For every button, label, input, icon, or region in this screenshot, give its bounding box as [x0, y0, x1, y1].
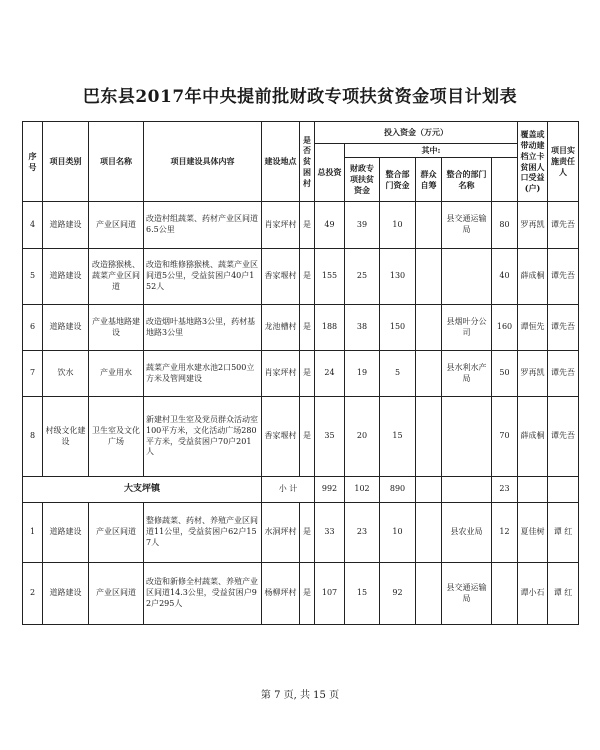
- cell-integrated: 150: [380, 305, 416, 351]
- cell-dept: 县农业局: [442, 503, 492, 563]
- cell-fiscal: 15: [345, 563, 380, 625]
- cell-seq: 6: [23, 305, 43, 351]
- header-seq: 序号: [23, 122, 43, 202]
- header-integrated-fund: 整合部门资金: [380, 158, 416, 202]
- cell-integrated: 15: [380, 397, 416, 477]
- cell-location: 肖家坪村: [262, 351, 300, 397]
- cell-seq: 2: [23, 563, 43, 625]
- cell-poor: 是: [300, 563, 315, 625]
- table-row: [23, 397, 579, 477]
- cell-seq: 7: [23, 351, 43, 397]
- header-name: 项目名称: [89, 122, 144, 202]
- cell-integrated: 5: [380, 351, 416, 397]
- cell-beneficiaries: 50: [492, 351, 518, 397]
- cell-total: 188: [315, 305, 345, 351]
- cell-name: 产业基地路建设: [89, 305, 144, 351]
- cell-content: 整修蔬菜、药材、养殖产业区间道11公里，受益贫困户62户157人: [144, 503, 262, 563]
- header-fiscal-fund: 财政专项扶贫资金: [345, 158, 380, 202]
- cell-fiscal: 38: [345, 305, 380, 351]
- header-content: 项目建设具体内容: [144, 122, 262, 202]
- cell-total: 24: [315, 351, 345, 397]
- cell-seq: 1: [23, 503, 43, 563]
- cell-location: 杨柳坪村: [262, 563, 300, 625]
- cell-poor: 是: [300, 305, 315, 351]
- cell-self-raised: [416, 397, 442, 477]
- town-name: 大支坪镇: [23, 477, 262, 503]
- cell-category: 道路建设: [43, 305, 89, 351]
- cell-poor: 是: [300, 351, 315, 397]
- cell-name: 改造猕猴桃、蔬菜产业区间道: [89, 249, 144, 305]
- page-footer: 第 7 页, 共 15 页: [260, 690, 340, 701]
- cell-total: 49: [315, 202, 345, 249]
- plan-table: [22, 121, 579, 625]
- table-row: [23, 351, 579, 397]
- cell-name: 产业区间道: [89, 202, 144, 249]
- cell-dept: 县交通运输局: [442, 563, 492, 625]
- header-category: 项目类别: [43, 122, 89, 202]
- cell-fiscal: 39: [345, 202, 380, 249]
- cell-impl: 夏佳树: [518, 503, 548, 563]
- cell-seq: 8: [23, 397, 43, 477]
- subtotal-row: [23, 477, 579, 503]
- cell-fiscal: 23: [345, 503, 380, 563]
- cell-fiscal: 20: [345, 397, 380, 477]
- subtotal-supervisor: [548, 477, 579, 503]
- header-location: 建设地点: [262, 122, 300, 202]
- cell-content: 新建村卫生室及党员群众活动室100平方米，文化活动广场280平方米，受益贫困户70户201人: [144, 397, 262, 477]
- header-impl-person: 项目实施责任人: [548, 122, 579, 202]
- table-row: [23, 305, 579, 351]
- cell-beneficiaries: 160: [492, 305, 518, 351]
- cell-beneficiaries: 40: [492, 249, 518, 305]
- page-title: 巴东县2017年中央提前批财政专项扶贫资金项目计划表: [82, 87, 518, 107]
- subtotal-impl: [518, 477, 548, 503]
- cell-supervisor: 谭先吾: [548, 305, 579, 351]
- cell-beneficiaries: [492, 563, 518, 625]
- cell-supervisor: 谭 红: [548, 563, 579, 625]
- cell-content: 改造烟叶基地路3公里，药材基地路3公里: [144, 305, 262, 351]
- cell-category: 村级文化建设: [43, 397, 89, 477]
- table-row: [23, 563, 579, 625]
- cell-beneficiaries: 12: [492, 503, 518, 563]
- cell-location: 香家堰村: [262, 249, 300, 305]
- cell-content: 改造和新修全村蔬菜、养殖产业区间道14.3公里，受益贫困户92户295人: [144, 563, 262, 625]
- cell-name: 卫生室及文化广场: [89, 397, 144, 477]
- cell-impl: 薛成桐: [518, 249, 548, 305]
- cell-beneficiaries: 70: [492, 397, 518, 477]
- cell-poor: 是: [300, 397, 315, 477]
- cell-self-raised: [416, 249, 442, 305]
- cell-content: 改造和维修猕猴桃、蔬菜产业区间道5公里，受益贫困户40户152人: [144, 249, 262, 305]
- header-investment: 投入资金（万元）: [315, 122, 518, 144]
- table-row: [23, 202, 579, 249]
- cell-integrated: 10: [380, 202, 416, 249]
- cell-impl: 薛成桐: [518, 397, 548, 477]
- cell-poor: 是: [300, 249, 315, 305]
- subtotal-beneficiaries: 23: [492, 477, 518, 503]
- cell-supervisor: 谭先吾: [548, 351, 579, 397]
- cell-impl: 罗再凯: [518, 202, 548, 249]
- cell-total: 35: [315, 397, 345, 477]
- subtotal-total: 992: [315, 477, 345, 503]
- cell-name: 产业用水: [89, 351, 144, 397]
- cell-supervisor: 谭先吾: [548, 202, 579, 249]
- subtotal-self-raised: [416, 477, 442, 503]
- cell-location: 肖家坪村: [262, 202, 300, 249]
- header-of-which: 其中:: [345, 144, 518, 158]
- header-integrating-dept: 整合的部门名称: [442, 158, 492, 202]
- cell-content: 改造村组蔬菜、药材产业区间道6.5公里: [144, 202, 262, 249]
- cell-integrated: 10: [380, 503, 416, 563]
- cell-location: 水洞坪村: [262, 503, 300, 563]
- cell-category: 道路建设: [43, 563, 89, 625]
- cell-self-raised: [416, 305, 442, 351]
- cell-supervisor: 谭 红: [548, 503, 579, 563]
- cell-total: 155: [315, 249, 345, 305]
- header-is-poor-village: 是否贫困村: [300, 122, 315, 202]
- cell-self-raised: [416, 202, 442, 249]
- cell-dept: 县烟叶分公司: [442, 305, 492, 351]
- cell-name: 产业区间道: [89, 563, 144, 625]
- subtotal-integrated: 890: [380, 477, 416, 503]
- subtotal-label: 小 计: [262, 477, 315, 503]
- cell-dept: 县水利水产局: [442, 351, 492, 397]
- cell-beneficiaries: 80: [492, 202, 518, 249]
- header-self-raised: 群众自筹: [416, 158, 442, 202]
- cell-self-raised: [416, 351, 442, 397]
- header-total: 总投资: [315, 144, 345, 202]
- cell-dept: [442, 397, 492, 477]
- table-row: [23, 503, 579, 563]
- cell-seq: 4: [23, 202, 43, 249]
- cell-impl: 罗再凯: [518, 351, 548, 397]
- cell-poor: 是: [300, 503, 315, 563]
- cell-category: 道路建设: [43, 503, 89, 563]
- cell-dept: [442, 249, 492, 305]
- cell-seq: 5: [23, 249, 43, 305]
- cell-self-raised: [416, 563, 442, 625]
- subtotal-dept: [442, 477, 492, 503]
- cell-poor: 是: [300, 202, 315, 249]
- cell-impl: 谭恒先: [518, 305, 548, 351]
- cell-fiscal: 25: [345, 249, 380, 305]
- cell-supervisor: 谭先吾: [548, 397, 579, 477]
- cell-content: 蔬菜产业用水建水池2口500立方米及管网建设: [144, 351, 262, 397]
- cell-self-raised: [416, 503, 442, 563]
- table-row: [23, 249, 579, 305]
- cell-integrated: 130: [380, 249, 416, 305]
- cell-total: 33: [315, 503, 345, 563]
- header-beneficiaries: 覆盖或带动建档立卡贫困人口受益(户): [518, 122, 548, 202]
- cell-fiscal: 19: [345, 351, 380, 397]
- cell-supervisor: 谭先吾: [548, 249, 579, 305]
- cell-total: 107: [315, 563, 345, 625]
- cell-category: 饮水: [43, 351, 89, 397]
- cell-category: 道路建设: [43, 202, 89, 249]
- cell-integrated: 92: [380, 563, 416, 625]
- cell-location: 龙池槽村: [262, 305, 300, 351]
- cell-dept: 县交通运输局: [442, 202, 492, 249]
- cell-name: 产业区间道: [89, 503, 144, 563]
- subtotal-fiscal: 102: [345, 477, 380, 503]
- cell-impl: 谭小石: [518, 563, 548, 625]
- cell-category: 道路建设: [43, 249, 89, 305]
- cell-location: 香家堰村: [262, 397, 300, 477]
